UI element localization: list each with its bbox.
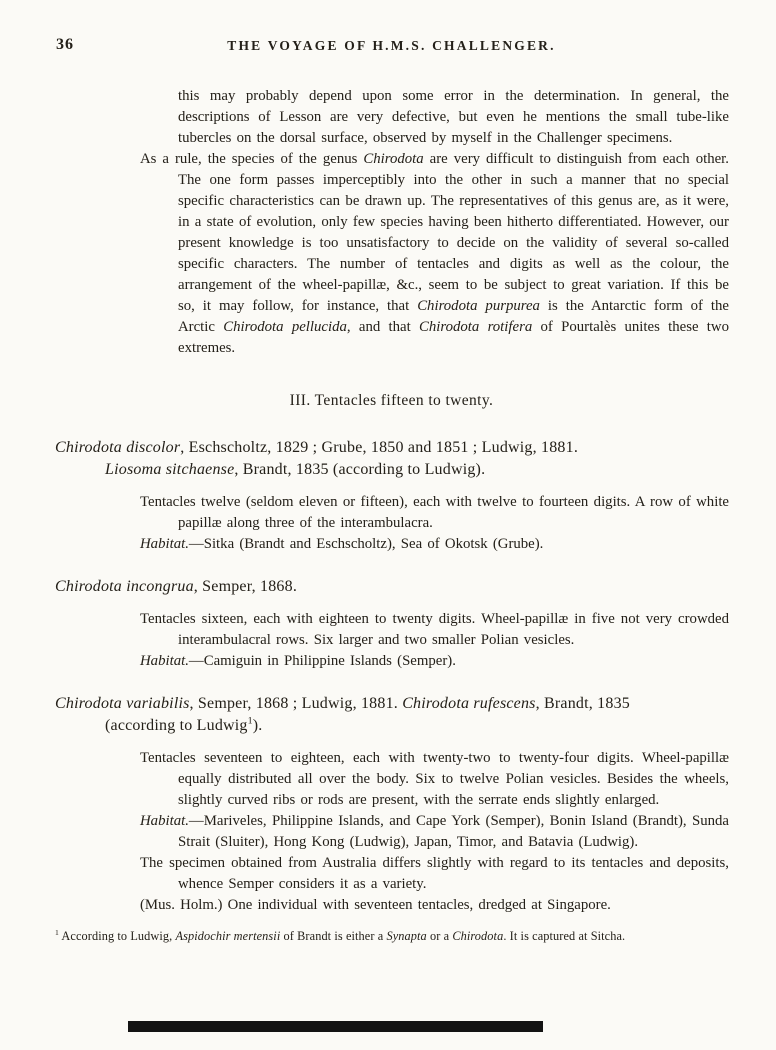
section-heading: III. Tentacles fifteen to twenty.	[289, 392, 494, 409]
species-title-line: Chirodota variabilis, Semper, 1868 ; Ludwig, 1881. Chirodota rufescens, Brandt, 1835	[55, 695, 630, 712]
species-habitat: Habitat.—Mariveles, Philippine Islands, and Cape York (Semper), Bonin Island (Brandt), Sunda Strait (Sluiter), Hong Kong (Ludwig), Japan, Timor, and Batavia (Ludwig).	[140, 813, 729, 850]
page-number: 36	[56, 36, 74, 53]
species-entry-chirodota-incongrua	[55, 576, 728, 672]
species-synonym-line: Liosoma sitchaense, Brandt, 1835 (according to Ludwig).	[105, 461, 486, 478]
page-header	[55, 36, 728, 58]
species-habitat: Habitat.—Camiguin in Philippine Islands (Semper).	[140, 653, 456, 669]
footnote: $^1$ According to Ludwig, Aspidochir mertensii of Brandt is either a Synapta or a Chirodota. It is captured at Sitcha.	[55, 927, 626, 943]
species-habitat: Habitat.—Sitka (Brandt and Eschscholtz), Sea of Okotsk (Grube).	[140, 536, 544, 552]
species-title-line: Chirodota discolor, Eschscholtz, 1829 ; Grube, 1850 and 1851 ; Ludwig, 1881.	[55, 439, 579, 456]
species-entry-chirodota-variabilis	[55, 693, 728, 916]
species-museum-note: (Mus. Holm.) One individual with seventeen tentacles, dredged at Singapore.	[140, 897, 611, 913]
species-description: Tentacles seventeen to eighteen, each with twenty-two to twenty-four digits. Wheel-papillæ equally distributed all over the body. Six to twelve Polian vesicles. Besides the wheels, slightly curved ribs or rods are present, with the serrate ends slightly enlarged.	[140, 750, 729, 808]
intro-paragraph-genus-remarks: As a rule, the species of the genus Chirodota are very difficult to distinguish from each other. The one form passes imperceptibly into the other in such a manner that no special specific characteristics can be drawn up. The representatives of this genus are, as it were, in a state of evolution, only few species having been hitherto differentiated. However, our present knowledge is too unsatisfactory to decide on the validity of several so-called specific characters. The number of tentacles and digits as well as the colour, the arrangement of the wheel-papillæ, &c., seem to be subject to great variation. If this be so, it may follow, for instance, that Chirodota purpurea is the Antarctic form of the Arctic Chirodota pellucida, and that Chirodota rotifera of Pourtalès unites these two extremes.	[140, 151, 729, 356]
text-block	[55, 86, 728, 944]
species-synonym-line: (according to Ludwig$^1$).	[105, 715, 263, 734]
running-title: THE VOYAGE OF H.M.S. CHALLENGER.	[227, 38, 556, 53]
species-entry-chirodota-discolor	[55, 437, 728, 555]
species-title-line: Chirodota incongrua, Semper, 1868.	[55, 578, 298, 595]
species-description: Tentacles twelve (seldom eleven or fifteen), each with twelve to fourteen digits. A row of white papillæ along three of the interambulacra.	[140, 494, 729, 531]
intro-paragraph-continuation: this may probably depend upon some error in the determination. In general, the descriptions of Lesson are very defective, but even he mentions the small tube-like tubercles on the dorsal surface, observed by myself in the Challenger specimens.	[178, 88, 729, 146]
scan-artifact-bar	[128, 1021, 543, 1032]
species-remark: The specimen obtained from Australia differs slightly with regard to its tentacles and deposits, whence Semper considers it as a variety.	[140, 855, 729, 892]
species-description: Tentacles sixteen, each with eighteen to twenty digits. Wheel-papillæ in five not very crowded interambulacral rows. Six larger and two smaller Polian vesicles.	[140, 611, 729, 648]
